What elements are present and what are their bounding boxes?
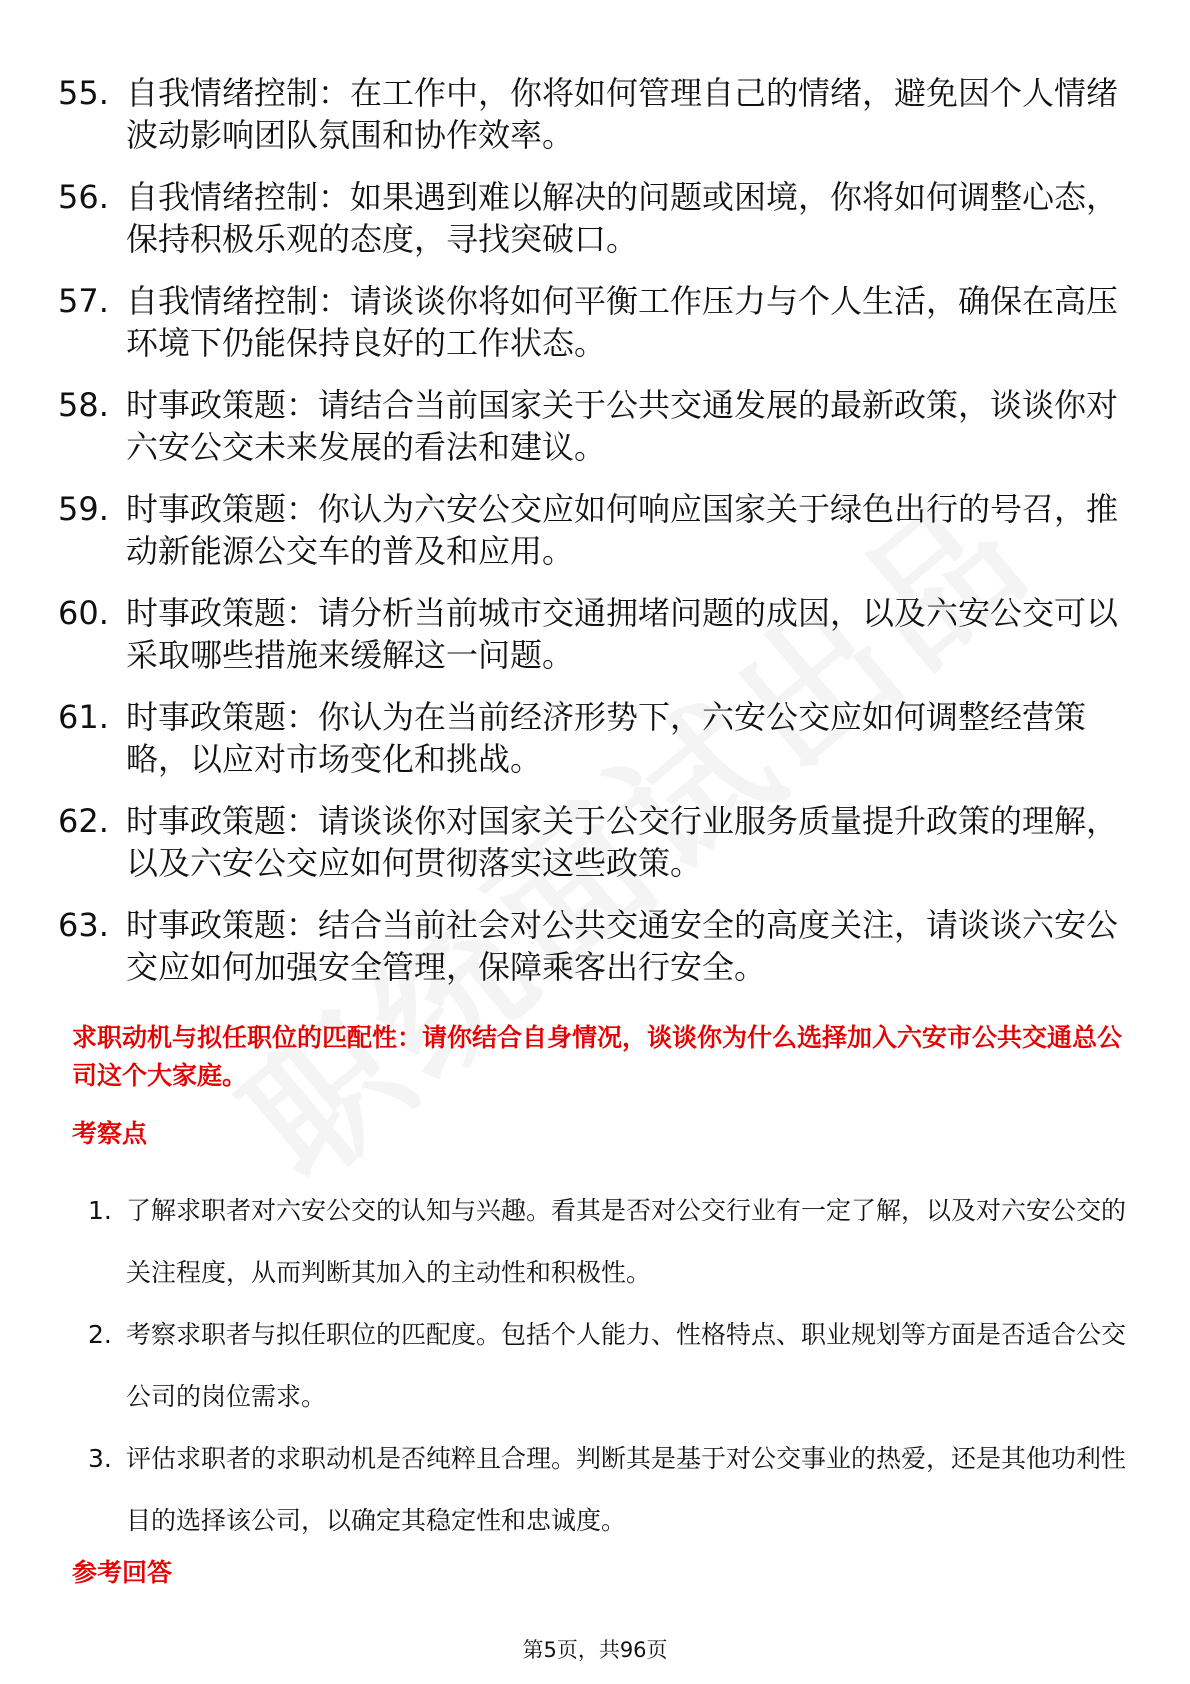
assessment-heading: 考察点 [72, 1119, 148, 1148]
question-item [58, 592, 1138, 676]
question-list [58, 72, 1138, 1008]
question-number: 55. [58, 74, 109, 112]
question-item [58, 488, 1138, 572]
section-title: 求职动机与拟任职位的匹配性：请你结合自身情况，谈谈你为什么选择加入六安市公共交通总公司这个大家庭。 [72, 1023, 1123, 1090]
assessment-point [88, 1180, 1128, 1304]
question-text: 时事政策题：你认为六安公交应如何响应国家关于绿色出行的号召，推动新能源公交车的普及和应用。 [126, 490, 1119, 570]
point-number: 1. [88, 1196, 112, 1225]
point-text: 考察求职者与拟任职位的匹配度。包括个人能力、性格特点、职业规划等方面是否适合公交公司的岗位需求。 [126, 1320, 1127, 1411]
question-item [58, 384, 1138, 468]
question-item [58, 904, 1138, 988]
point-text: 评估求职者的求职动机是否纯粹且合理。判断其是基于对公交事业的热爱，还是其他功利性目的选择该公司，以确定其稳定性和忠诚度。 [126, 1444, 1127, 1535]
question-text: 时事政策题：请谈谈你对国家关于公交行业服务质量提升政策的理解，以及六安公交应如何贯彻落实这些政策。 [126, 802, 1119, 882]
assessment-points [88, 1180, 1128, 1552]
question-number: 58. [58, 386, 109, 424]
reference-heading: 参考回答 [72, 1558, 173, 1587]
point-number: 3. [88, 1444, 112, 1473]
question-text: 时事政策题：你认为在当前经济形势下，六安公交应如何调整经营策略，以应对市场变化和挑战。 [126, 698, 1087, 778]
question-item [58, 696, 1138, 780]
question-item [58, 72, 1138, 156]
question-number: 59. [58, 490, 109, 528]
question-number: 62. [58, 802, 109, 840]
point-number: 2. [88, 1320, 112, 1349]
question-text: 时事政策题：结合当前社会对公共交通安全的高度关注，请谈谈六安公交应如何加强安全管理，保障乘客出行安全。 [126, 906, 1119, 986]
assessment-point [88, 1428, 1128, 1552]
question-text: 自我情绪控制：在工作中，你将如何管理自己的情绪，避免因个人情绪波动影响团队氛围和协作效率。 [126, 74, 1119, 154]
question-number: 57. [58, 282, 109, 320]
question-item [58, 800, 1138, 884]
question-text: 自我情绪控制：请谈谈你将如何平衡工作压力与个人生活，确保在高压环境下仍能保持良好的工作状态。 [126, 282, 1119, 362]
question-text: 自我情绪控制：如果遇到难以解决的问题或困境，你将如何调整心态，保持积极乐观的态度，寻找突破口。 [126, 178, 1119, 258]
question-text: 时事政策题：请结合当前国家关于公共交通发展的最新政策，谈谈你对六安公交未来发展的看法和建议。 [126, 386, 1119, 466]
question-number: 63. [58, 906, 109, 944]
question-number: 60. [58, 594, 109, 632]
question-item [58, 176, 1138, 260]
point-text: 了解求职者对六安公交的认知与兴趣。看其是否对公交行业有一定了解，以及对六安公交的关注程度，从而判断其加入的主动性和积极性。 [126, 1196, 1127, 1287]
question-text: 时事政策题：请分析当前城市交通拥堵问题的成因，以及六安公交可以采取哪些措施来缓解这一问题。 [126, 594, 1119, 674]
page-footer: 第5页，共96页 [522, 1638, 668, 1662]
assessment-point [88, 1304, 1128, 1428]
question-number: 56. [58, 178, 109, 216]
question-number: 61. [58, 698, 109, 736]
question-item [58, 280, 1138, 364]
